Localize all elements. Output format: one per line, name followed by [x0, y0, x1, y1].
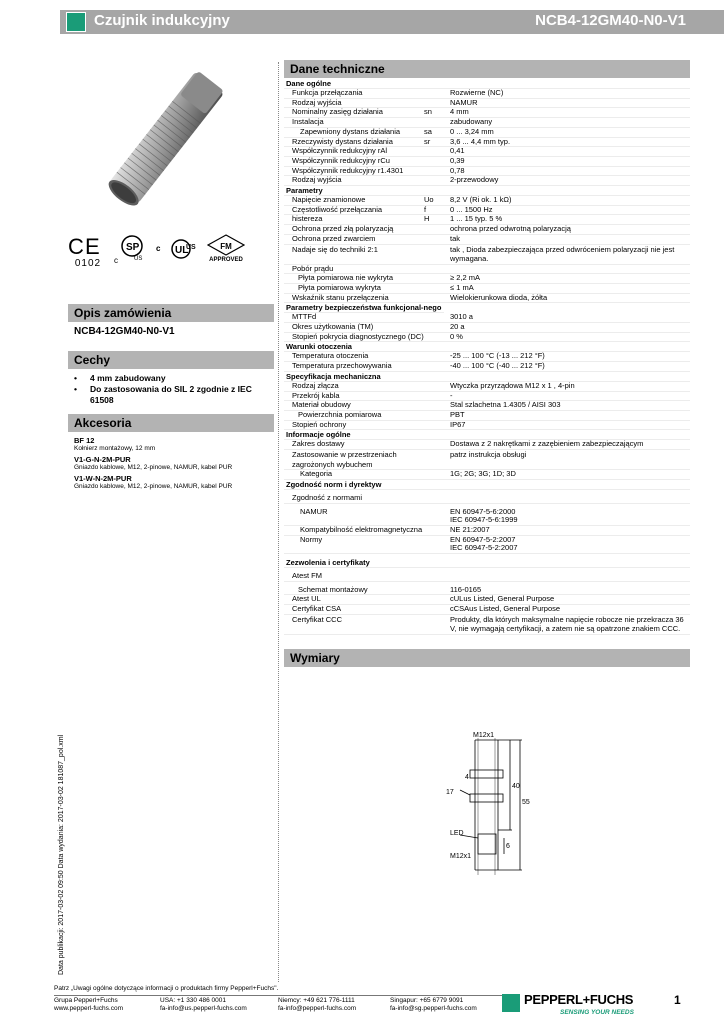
- group-title: Zgodność norm i dyrektyw: [284, 480, 690, 490]
- csa-c: c: [114, 256, 118, 265]
- product-photo: [68, 62, 274, 210]
- spec-row: Certyfikat CCC Produkty, dla których maksymalne napięcie robocze nie przekracza 36 V, nie wymagają certyfikacji, a zatem nie są opatrzone znakiem CCC.: [284, 615, 690, 635]
- spec-row: Rodzaj wyjścia NAMUR: [284, 99, 690, 109]
- technical-data: [284, 60, 690, 668]
- group-title: Informacje ogólne: [284, 430, 690, 440]
- column-divider: [278, 62, 279, 982]
- spec-row: Temperatura otoczenia -25 ... 100 °C (-13 ... 212 °F): [284, 352, 690, 362]
- feature-item: • Do zastosowania do SIL 2 zgodnie z IEC 61508: [74, 384, 268, 406]
- dim-40: 40: [512, 783, 520, 790]
- dim-55: 55: [522, 799, 530, 806]
- publication-info: Data publikacji: 2017-03-02 09:50 Data wydania: 2017-03-02 181087_pol.xml: [58, 734, 65, 975]
- pf-logo-icon: [502, 994, 520, 1012]
- dimensions-section-title: Wymiary: [284, 649, 690, 667]
- footer-singapore-phone: Singapur: +65 6779 9091: [390, 997, 464, 1004]
- footer-usa-phone: USA: +1 330 486 0001: [160, 997, 226, 1004]
- spec-row: Kategoria 1G; 2G; 3G; 1D; 3D: [284, 470, 690, 480]
- spec-row: Zakres dostawy Dostawa z 2 nakrętkami z zazębieniem zabezpieczającym: [284, 440, 690, 450]
- svg-text:SP: SP: [126, 242, 140, 253]
- spec-row: Instalacja zabudowany: [284, 118, 690, 128]
- spec-row: Zgodność z normami: [284, 494, 690, 504]
- csa-us: US: [134, 256, 143, 262]
- ul-us: US: [186, 244, 196, 251]
- footer-divider: [54, 995, 504, 996]
- order-section-title: Opis zamówienia: [68, 304, 274, 322]
- accessory-name: V1-G-N-2M-PUR: [74, 455, 131, 464]
- svg-text:C: C: [68, 234, 84, 256]
- spec-row: Płyta pomiarowa nie wykryta ≥ 2,2 mA: [284, 274, 690, 284]
- ul-mark: [156, 238, 200, 262]
- header-square-icon: [66, 12, 86, 32]
- footer-note: Patrz „Uwagi ogólne dotyczące informacji o produktach firmy Pepperl+Fuchs".: [54, 985, 279, 992]
- spec-row: Współczynnik redukcyjny r1.4301 0,78: [284, 167, 690, 177]
- accessory-name: V1-W-N-2M-PUR: [74, 474, 132, 483]
- spec-row: Schemat montażowy 116-0165: [284, 586, 690, 596]
- group-title: Warunki otoczenia: [284, 342, 690, 352]
- spec-row: Kompatybilność elektromagnetyczna NE 21:2007: [284, 526, 690, 536]
- features-section-title: Cechy: [68, 351, 274, 369]
- spec-row: Ochrona przed złą polaryzacją ochrona przed odwrotną polaryzacją: [284, 225, 690, 235]
- footer-contact-usa: [160, 997, 247, 1013]
- product-code: NCB4-12GM40-N0-V1: [535, 12, 686, 29]
- accessories-section-title: Akcesoria: [68, 414, 274, 432]
- spec-row: Certyfikat CSA cCSAus Listed, General Purpose: [284, 605, 690, 615]
- ce-number: 0102: [74, 258, 102, 269]
- feature-item: • 4 mm zabudowany: [74, 373, 268, 384]
- spec-row: Ochrona przed zwarciem tak: [284, 235, 690, 245]
- spec-row: Współczynnik redukcyjny rCu 0,39: [284, 157, 690, 167]
- footer-singapore-email[interactable]: fa-info@sg.pepperl-fuchs.com: [390, 1005, 477, 1012]
- footer-germany-email[interactable]: fa-info@pepperl-fuchs.com: [278, 1005, 357, 1012]
- spec-row: Temperatura przechowywania -40 ... 100 °C (-40 ... 212 °F): [284, 362, 690, 372]
- spec-row: Płyta pomiarowa wykryta ≤ 1 mA: [284, 284, 690, 294]
- dim-17: 17: [446, 789, 454, 796]
- spec-row: Funkcja przełączania Rozwierne (NC): [284, 89, 690, 99]
- spec-row: Rzeczywisty dystans działania sr 3,6 ... 4,4 mm typ.: [284, 138, 690, 148]
- csa-mark: [114, 234, 150, 265]
- spec-row: Pobór prądu: [284, 265, 690, 275]
- svg-text:UL: UL: [175, 245, 189, 256]
- dim-4: 4: [465, 774, 469, 781]
- spec-row: Wskaźnik stanu przełączenia Wielokierunkowa dioda, żółta: [284, 294, 690, 304]
- group-title: Zezwolenia i certyfikaty: [284, 558, 690, 568]
- accessory-desc: Kołnierz montażowy, 12 mm: [74, 445, 156, 452]
- spec-row: histereza H 1 ... 15 typ. 5 %: [284, 215, 690, 225]
- left-column: [68, 62, 274, 490]
- header-bar: [0, 0, 724, 42]
- spec-row: Zapewniony dystans działania sa 0 ... 3,24 mm: [284, 128, 690, 138]
- ul-c: c: [156, 244, 161, 253]
- group-title: Specyfikacja mechaniczna: [284, 372, 690, 382]
- spec-row: NAMUR EN 60947-5-6:2000 IEC 60947-5-6:1999: [284, 508, 690, 526]
- svg-text:E: E: [85, 234, 100, 256]
- fm-text: FM: [220, 242, 232, 251]
- spec-row: Współczynnik redukcyjny rAl 0,41: [284, 147, 690, 157]
- ce-icon: [68, 234, 108, 256]
- footer-usa-email[interactable]: fa-info@us.pepperl-fuchs.com: [160, 1005, 247, 1012]
- footer-group-name: Grupa Pepperl+Fuchs: [54, 997, 118, 1004]
- dim-6: 6: [506, 843, 510, 850]
- group-title: Dane ogólne: [284, 79, 690, 89]
- spec-row: MTTFd 3010 a: [284, 313, 690, 323]
- footer-website-link[interactable]: www.pepperl-fuchs.com: [54, 1005, 123, 1012]
- dimension-drawing-svg: [440, 730, 530, 900]
- dim-led: LED: [450, 830, 464, 837]
- spec-row: Powierzchnia pomiarowa PBT: [284, 411, 690, 421]
- ce-mark: [68, 234, 108, 269]
- accessory-desc: Gniazdo kablowe, M12, 2-pinowe, NAMUR, kabel PUR: [74, 464, 233, 471]
- dim-m12-bottom: M12x1: [450, 853, 472, 860]
- spec-row: Rodzaj złącza Wtyczka przyrządowa M12 x 1 , 4-pin: [284, 382, 690, 392]
- order-code: NCB4-12GM40-N0-V1: [74, 326, 175, 337]
- footer-contact-germany: [278, 997, 356, 1013]
- spec-row: Normy EN 60947-5-2:2007 IEC 60947-5-2:2007: [284, 536, 690, 554]
- spec-row: Przekrój kabla -: [284, 392, 690, 402]
- spec-row: Atest FM: [284, 572, 690, 582]
- tech-section-title: Dane techniczne: [284, 60, 690, 78]
- accessory-desc: Gniazdo kablowe, M12, 2-pinowe, NAMUR, kabel PUR: [74, 483, 233, 490]
- accessory-name: BF 12: [74, 436, 95, 445]
- spec-row: Częstotliwość przełączania f 0 ... 1500 Hz: [284, 206, 690, 216]
- spec-row: Zastosowanie w przestrzeniach zagrożonych wybuchem patrz instrukcja obsługi: [284, 450, 690, 470]
- spec-row: Nadaje się do techniki 2:1 tak , Dioda zabezpieczająca przed odwróceniem polaryzacji nie jest wymagana.: [284, 245, 690, 265]
- spec-row: Atest UL cULus Listed, General Purpose: [284, 595, 690, 605]
- footer-contact-singapore: [390, 997, 477, 1013]
- company-logo: [502, 992, 640, 1018]
- spec-row: Okres użytkowania (TM) 20 a: [284, 323, 690, 333]
- certification-marks: [68, 234, 274, 274]
- spec-row: Rodzaj wyjścia 2-przewodowy: [284, 176, 690, 186]
- logo-slogan: SENSING YOUR NEEDS: [560, 1009, 634, 1016]
- spec-row: Napięcie znamionowe Uo 8,2 V (Ri ok. 1 kΩ): [284, 196, 690, 206]
- csa-icon: [117, 234, 147, 260]
- spec-row: Nominalny zasięg działania sn 4 mm: [284, 108, 690, 118]
- spec-row: Stopień pokrycia diagnostycznego (DC) 0 %: [284, 333, 690, 343]
- fm-mark: [206, 234, 246, 263]
- sensor-image: [68, 62, 274, 210]
- logo-text: PEPPERL+FUCHS: [524, 992, 634, 1007]
- features-list: [74, 373, 268, 406]
- dim-m12-top: M12x1: [473, 732, 495, 739]
- fm-approved: APPROVED: [209, 257, 243, 263]
- footer-germany-phone: Niemcy: +49 621 776-1111: [278, 997, 355, 1004]
- group-title: Parametry bezpieczeństwa funkcjonal-nego: [284, 303, 444, 313]
- footer-contact-group: [54, 997, 123, 1013]
- spec-row: Stopień ochrony IP67: [284, 421, 690, 431]
- group-title: Parametry: [284, 186, 690, 196]
- page-number: 1: [674, 993, 681, 1007]
- spec-row: Materiał obudowy Stal szlachetna 1.4305 / AISI 303: [284, 401, 690, 411]
- dimension-drawing: [440, 730, 530, 900]
- page-title: Czujnik indukcyjny: [94, 12, 230, 29]
